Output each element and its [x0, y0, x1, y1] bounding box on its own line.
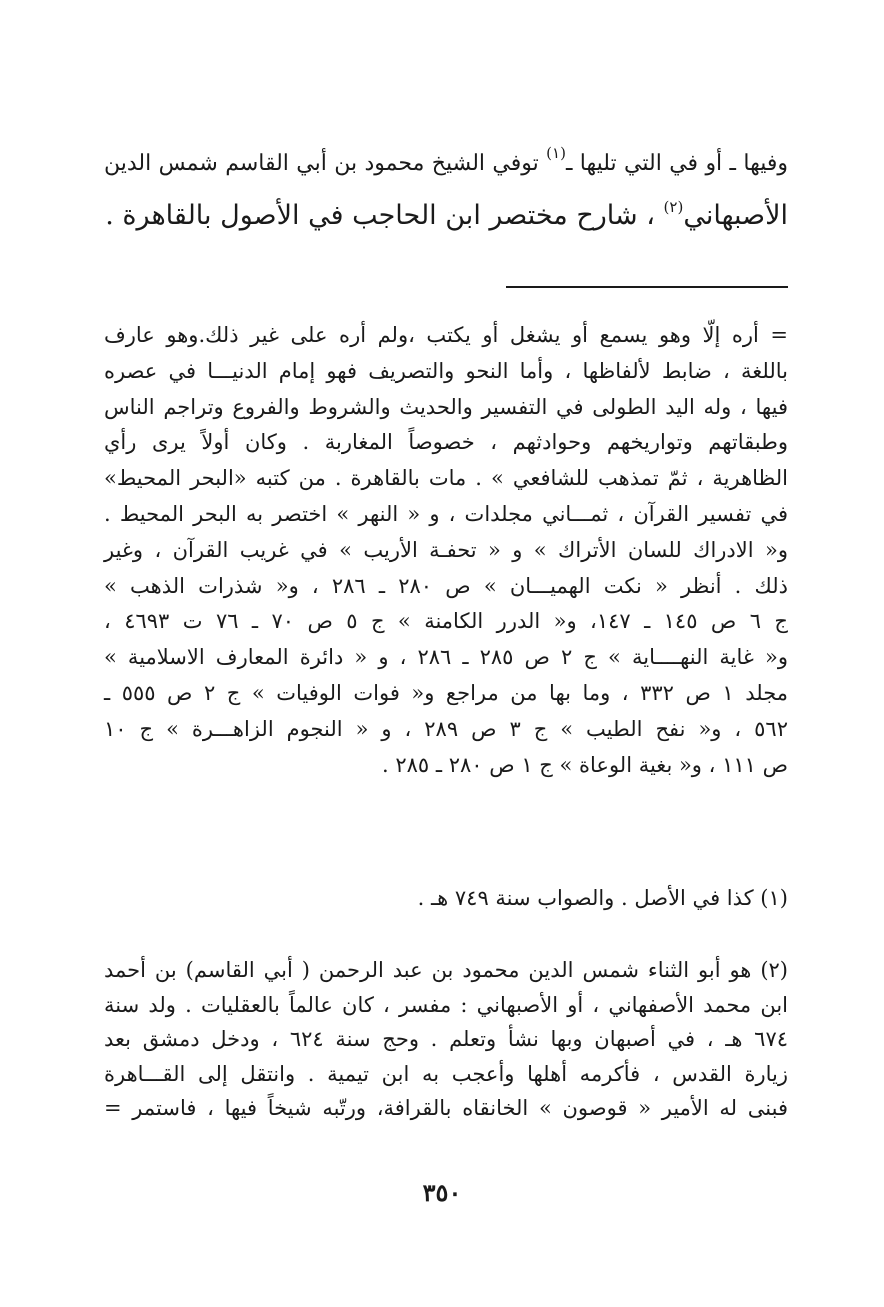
footnote-ref-1[interactable]: (١)	[546, 144, 566, 162]
main-paragraph	[104, 138, 788, 242]
footnote-ref-2[interactable]: (٢)	[663, 198, 684, 216]
page-number: ٣٥٠	[422, 1178, 462, 1207]
note-line: (٢) هو أبو الثناء شمس الدين محمود بن عبد الرحمن ( أبي القاسم) بن أحمد	[104, 958, 788, 982]
note-line: ٥٦٢ ، و« نفح الطيب » ج ٣ ص ٢٨٩ ، و « النجوم الزاهـــرة » ج ١٠	[104, 716, 788, 741]
note-line: و« غاية النهــــاية » ج ٢ ص ٢٨٥ ـ ٢٨٦ ، و « دائرة المعارف الاسلامية »	[104, 645, 788, 670]
note-line: = أره إلّا وهو يسمع أو يشغل أو يكتب ،ولم أره على غير ذلك.وهو عارف	[104, 323, 788, 347]
main-line	[104, 190, 788, 242]
note-line: زيارة القدس ، فأكرمه أهلها وأعجب به ابن تيمية . وانتقل إلى القـــاهرة	[104, 1061, 788, 1086]
note-line: ج ٦ ص ١٤٥ ـ ١٤٧، و« الدرر الكامنة » ج ٥ ص ٧٠ ـ ٧٦ ت ٤٦٩٣ ،	[104, 609, 788, 634]
main-text-segment: وفيها ـ أو في التي تليها ـ	[565, 151, 789, 176]
note-line: ٦٧٤ هـ ، في أصبهان وبها نشأ وتعلم . وحج سنة ٦٢٤ ، ودخل دمشق بعد	[104, 1027, 789, 1052]
note-line: (١) كذا في الأصل . والصواب سنة ٧٤٩ هـ .	[417, 886, 788, 910]
footnote-2	[104, 953, 788, 1126]
note-line: و« الادراك للسان الأتراك » و « تحفـة الأريب » في غريب القرآن ، وغير	[104, 537, 788, 562]
main-text-segment: الأصبهاني	[683, 200, 788, 231]
note-line: مجلد ١ ص ٣٣٢ ، وما بها من مراجع و« فوات الوفيات » ج ٢ ص ٥٥٥ ـ	[104, 680, 788, 705]
footnote-1	[104, 881, 788, 917]
note-line: وطبقاتهم وتواريخهم وحوادثهم ، خصوصاً المغاربة . وكان أولاً يرى رأي	[104, 430, 788, 455]
main-text-segment: ، شارح مختصر ابن الحاجب في الأصول بالقاهرة .	[105, 200, 655, 231]
note-line: ابن محمد الأصفهاني ، أو الأصبهاني : مفسر ، كان عالماً بالعقليات . ولد سنة	[104, 992, 788, 1017]
footnote-separator	[506, 286, 788, 288]
note-line: باللغة ، ضابط لألفاظها ، وأما النحو والتصريف فهو إمام الدنيـــا في عصره	[104, 358, 788, 383]
main-line	[104, 138, 788, 190]
note-line: فيها ، وله اليد الطولى في التفسير والحديث والشروط والفروع وتراجم الناس	[104, 394, 788, 419]
main-text-segment: توفي الشيخ محمود بن أبي القاسم شمس الدين	[104, 151, 539, 176]
note-line: ذلك . أنظر « نكت الهميـــان » ص ٢٨٠ ـ ٢٨٦ ، و« شذرات الذهب »	[104, 573, 788, 598]
note-line: الظاهرية ، ثمّ تمذهب للشافعي » . مات بالقاهرة . من كتبه «البحر المحيط»	[104, 466, 788, 491]
footnote-continuation	[104, 318, 788, 783]
note-line: ص ١١١ ، و« بغية الوعاة » ج ١ ص ٢٨٠ ـ ٢٨٥ .	[382, 752, 788, 777]
note-line: فبنى له الأمير « قوصون » الخانقاه بالقرافة، ورتّبه شيخاً فيها ، فاستمر =	[104, 1096, 788, 1121]
note-line: في تفسير القرآن ، ثمـــاني مجلدات ، و « النهر » اختصر به البحر المحيط .	[104, 501, 788, 526]
